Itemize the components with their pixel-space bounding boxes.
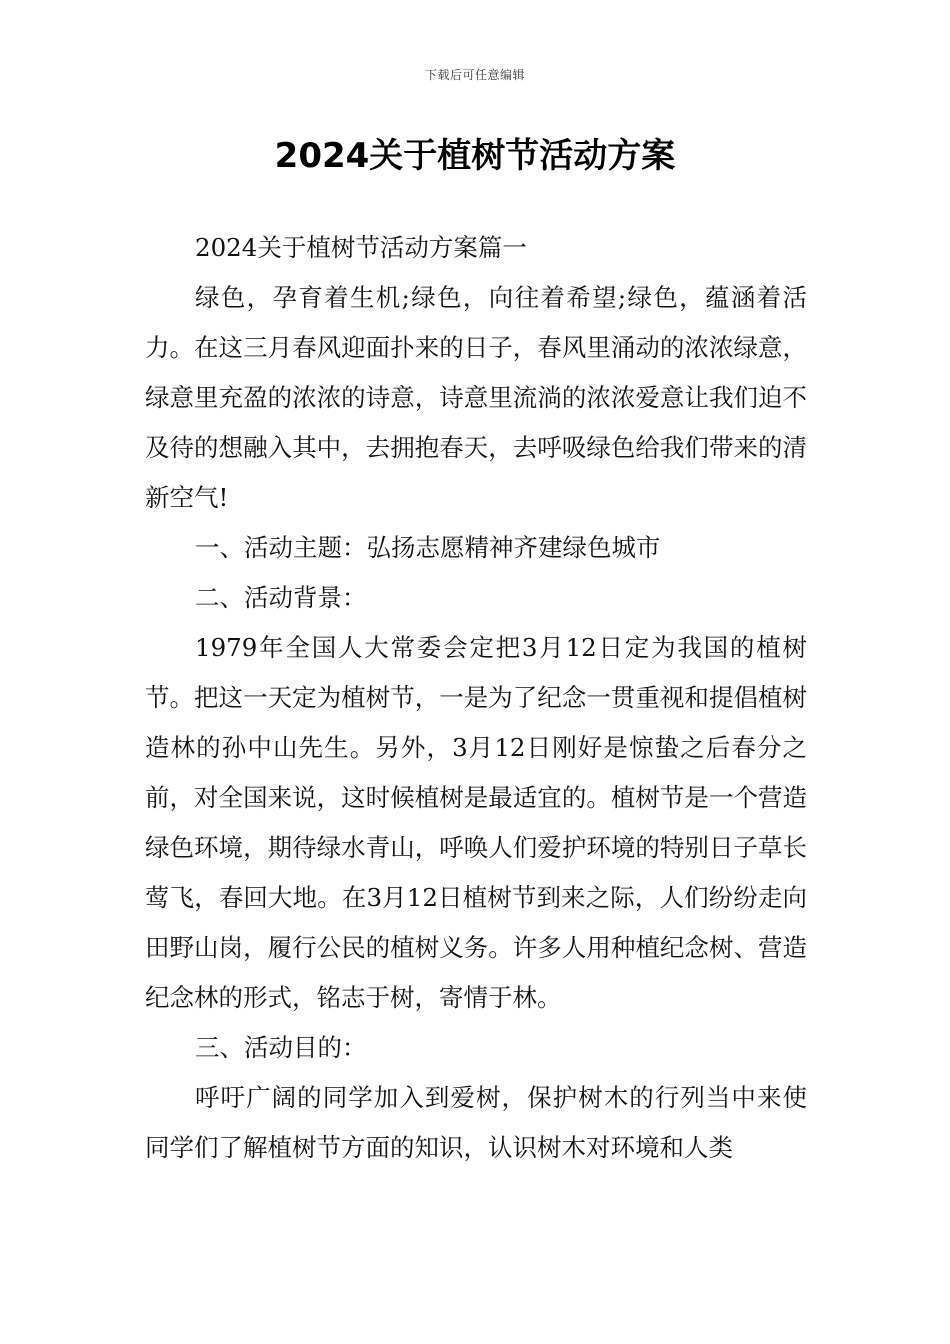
activity-theme-line: 一、活动主题：弘扬志愿精神齐建绿色城市 <box>195 533 661 562</box>
section-heading-part-one: 2024关于植树节活动方案篇一 <box>195 233 527 262</box>
activity-background-heading: 二、活动背景： <box>195 583 367 612</box>
purpose-paragraph: 呼吁广阔的同学加入到爱树，保护树木的行列当中来使同学们了解植树节方面的知识，认识树木对环境和人类 <box>145 1083 807 1162</box>
document-title: 2024关于植树节活动方案 <box>274 136 676 176</box>
document-body <box>145 223 807 1173</box>
header-note: 下载后可任意编辑 <box>424 68 525 82</box>
intro-paragraph: 绿色，孕育着生机;绿色，向往着希望;绿色，蕴涵着活力。在这三月春风迎面扑来的日子，春风里涌动的浓浓绿意，绿意里充盈的浓浓的诗意，诗意里流淌的浓浓爱意让我们迫不及待的想融入其中，去拥抱春天，去呼吸绿色给我们带来的清新空气! <box>145 283 807 512</box>
activity-purpose-heading: 三、活动目的： <box>195 1033 367 1062</box>
background-paragraph: 1979年全国人大常委会定把3月12日定为我国的植树节。把这一天定为植树节，一是为了纪念一贯重视和提倡植树造林的孙中山先生。另外，3月12日刚好是惊蛰之后春分之前，对全国来说，这时候植树是最适宜的。植树节是一个营造绿色环境，期待绿水青山，呼唤人们爱护环境的特别日子草长莺飞，春回大地。在3月12日植树节到来之际，人们纷纷走向田野山岗，履行公民的植树义务。许多人用种植纪念树、营造纪念林的形式，铭志于树，寄情于林。 <box>145 633 807 1012</box>
